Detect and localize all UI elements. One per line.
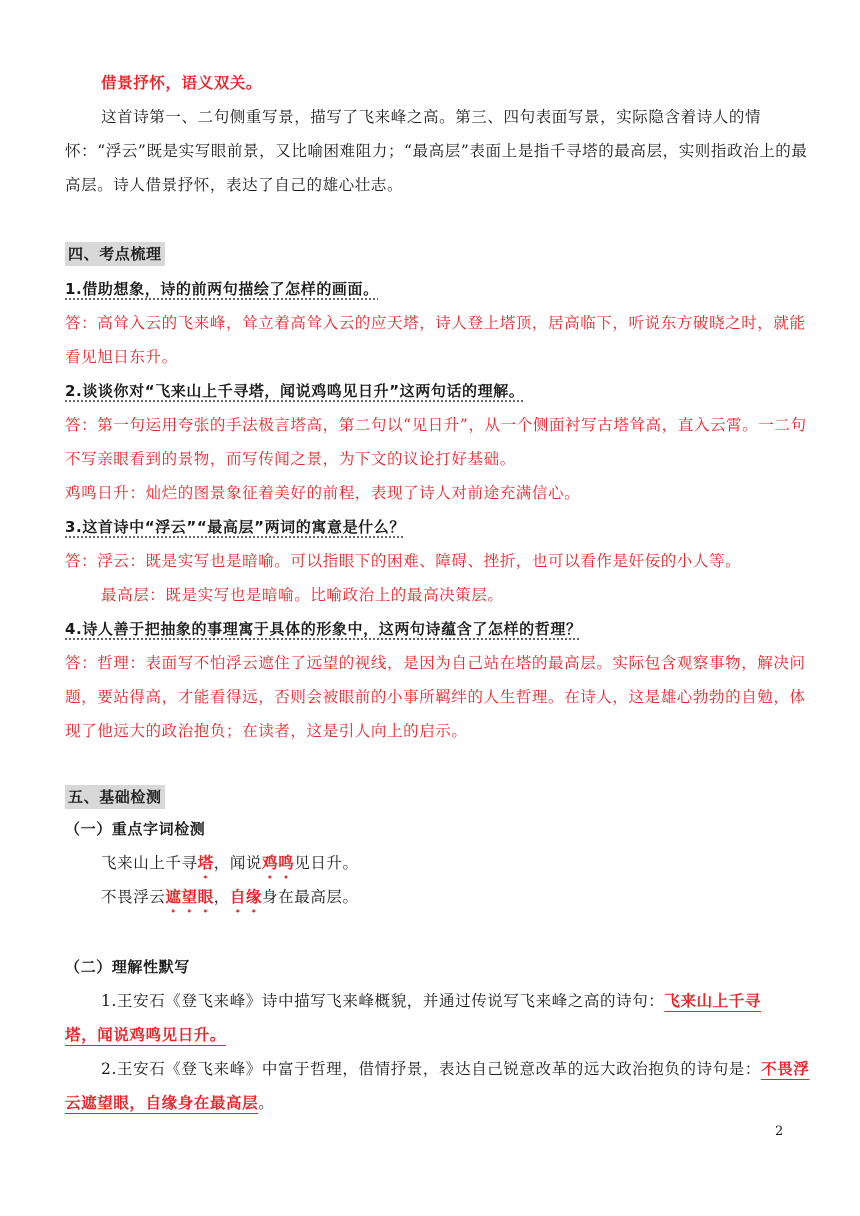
keyword-line-1-part-3: ，闻说 [213, 854, 263, 872]
intro-paragraph: 这首诗第一、二句侧重写景，描写了飞来峰之高。第三、四句表面写景，实际隐含着诗人的情怀：“浮云”既是实写眼前景，又比喻困难阻力；“最高层”表面上是指千寻塔的最高层，实则指政治上的最高层。诗人借景抒怀，表达了自己的雄心壮志。 [65, 108, 808, 194]
keyword-line-1-part-1: 飞来山上千寻 [101, 854, 198, 872]
answer-2b: 鸡鸣日升：灿烂的图景象征着美好的前程，表现了诗人对前途充满信心。 [65, 484, 581, 502]
keyword-ta: 塔 [197, 853, 214, 872]
dictation-item-2-text: 2.王安石《登飞来峰》中富于哲理，借情抒景，表达自己锐意改革的远大政治抱负的诗句是： [101, 1060, 761, 1078]
keyword-line-1 [65, 846, 810, 882]
subsection-dictation: （二）理解性默写 [65, 958, 190, 976]
answer-3b: 最高层：既是实写也是暗喻。比喻政治上的最高决策层。 [101, 586, 504, 604]
section5-heading-wrap [65, 785, 810, 809]
dictation-item-2-end: 。 [258, 1094, 275, 1112]
answer-2: 答：第一句运用夸张的手法极言塔高，第二句以“见日升”，从一个侧面衬写古塔耸高，直入云霄。一二句不写亲眼看到的景物，而写传闻之景，为下文的议论打好基础。 [65, 416, 807, 468]
intro-title: 借景抒怀，语义双关。 [101, 73, 263, 92]
section4-heading: 四、考点梳理 [65, 242, 165, 266]
answer-3: 答：浮云：既是实写也是暗喻。可以指眼下的困难、障碍、挫折，也可以看作是奸佞的小人等。 [65, 552, 742, 570]
dictation-item-1-answer-a: 飞来山上千寻 [664, 991, 762, 1010]
page-number: 2 [775, 1124, 784, 1139]
keyword-jiming: 鸡鸣 [262, 853, 295, 872]
keyword-zhewangyan: 遮望眼 [165, 887, 214, 906]
question-2: 2.谈谈你对“飞来山上千寻塔，闻说鸡鸣见日升”这两句话的理解。 [65, 382, 525, 400]
keyword-line-1-part-5: 见日升。 [294, 854, 359, 872]
dictation-item-1 [65, 984, 810, 1052]
keyword-line-2-part-5: 身在最高层。 [262, 888, 359, 906]
dictation-item-2 [65, 1052, 810, 1120]
dictation-item-1-text: 1.王安石《登飞来峰》诗中描写飞来峰概貌，并通过传说写飞来峰之高的诗句： [101, 992, 665, 1010]
question-1: 1.借助想象，诗的前两句描绘了怎样的画面。 [65, 280, 379, 298]
subsection-keywords: （一）重点字词检测 [65, 820, 206, 838]
section5-heading: 五、基础检测 [65, 785, 165, 809]
keyword-line-2-part-3: ， [213, 888, 230, 906]
dictation-item-1-answer-b: 塔，闻说鸡鸣见日升。 [65, 1025, 227, 1044]
question-4: 4.诗人善于把抽象的事理寓于具体的形象中，这两句诗蕴含了怎样的哲理？ [65, 620, 582, 638]
keyword-ziyuan: 自缘 [229, 887, 263, 906]
question-3: 3.这首诗中“浮云”“最高层”两词的寓意是什么？ [65, 518, 405, 536]
dictation-item-2-answer: 不畏浮云遮望眼，自缘身在最高层 [65, 1059, 810, 1112]
section4-heading-wrap [65, 242, 810, 266]
answer-1: 答：高耸入云的飞来峰，耸立着高耸入云的应天塔，诗人登上塔顶，居高临下，听说东方破晓之时，就能看见旭日东升。 [65, 314, 806, 366]
answer-4: 答：哲理：表面写不怕浮云遮住了远望的视线，是因为自己站在塔的最高层。实际包含观察事物，解决问题，要站得高，才能看得远，否则会被眼前的小事所羁绊的人生哲理。在诗人，这是雄心勃勃的自勉，体现了他远大的政治抱负；在读者，这是引人向上的启示。 [65, 654, 806, 740]
keyword-line-2 [65, 880, 810, 916]
keyword-line-2-part-1: 不畏浮云 [101, 888, 166, 906]
